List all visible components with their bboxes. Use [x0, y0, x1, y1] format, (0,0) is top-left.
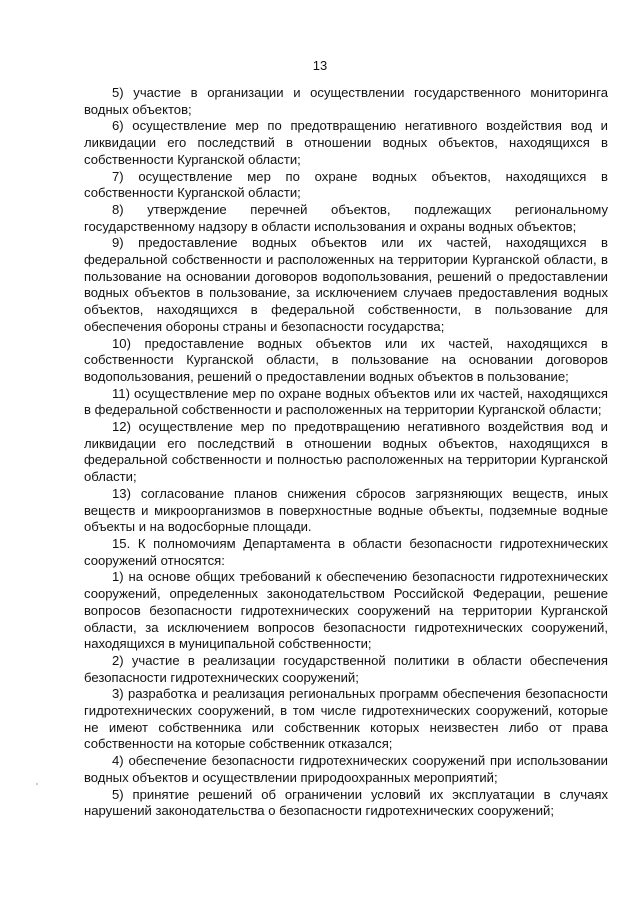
paragraph-item-5: 5) участие в организации и осуществлении государственного мониторинга водных объектов; — [84, 85, 608, 117]
paragraph-item-11: 11) осуществление мер по охране водных объектов или их частей, находящихся в федеральной собственности и расположенных на территории Курганской области; — [84, 385, 608, 418]
paragraph-15-item-3: 3) разработка и реализация региональных программ обеспечения безопасности гидротехнических сооружений, в том числе гидротехнических сооружений, которые не имеют собственника или собственник которых неизвестен либо от права собственности на которые собственник отказался; — [84, 686, 608, 752]
section-15-heading: 15. К полномочиям Департамента в области безопасности гидротехнических сооружений относятся: — [84, 535, 608, 568]
paragraph-item-8: 8) утверждение перечней объектов, подлежащих региональному государственному надзору в области использования и охраны водных объектов; — [84, 201, 608, 234]
paragraph-item-7: 7) осуществление мер по охране водных объектов, находящихся в собственности Курганской области; — [84, 168, 608, 201]
paragraph-item-9: 9) предоставление водных объектов или их частей, находящихся в федеральной собственности и расположенных на территории Курганской области, в пользование на основании договоров водопользования, решений о предоставлении водных объектов в пользование, за исключением случаев предоставления водных объектов, находящихся в федеральной собственности, в пользование для обеспечения обороны страны и безопасности государства; — [84, 235, 608, 334]
paragraph-15-item-4: 4) обеспечение безопасности гидротехнических сооружений при использовании водных объектов и осуществлении природоохранных мероприятий; — [84, 753, 608, 785]
page-number: 13 — [312, 58, 328, 73]
paragraph-item-12: 12) осуществление мер по предотвращению негативного воздействия вод и ликвидации его последствий в отношении водных объектов, находящихся в федеральной собственности и полностью расположенных на территории Курганской области; — [84, 419, 608, 485]
paragraph-15-item-5: 5) принятие решений об ограничении условий их эксплуатации в случаях нарушений законодательства о безопасности гидротехнических сооружений; — [84, 786, 608, 819]
paragraph-item-13: 13) согласование планов снижения сбросов загрязняющих веществ, иных веществ и микроорганизмов в поверхностные водные объекты, подземные водные объекты и на водосборные площади. — [84, 485, 608, 535]
paragraph-item-6: 6) осуществление мер по предотвращению негативного воздействия вод и ликвидации его последствий в отношении водных объектов, находящихся в собственности Курганской области; — [84, 118, 608, 167]
paragraph-item-10: 10) предоставление водных объектов или их частей, находящихся в собственности Курганской области, в пользование на основании договоров водопользования, решений о предоставлении водных объектов в пользование; — [84, 335, 608, 384]
paragraph-15-item-2: 2) участие в реализации государственной политики в области обеспечения безопасности гидротехнических сооружений; — [84, 652, 608, 685]
paragraph-15-item-1: 1) на основе общих требований к обеспечению безопасности гидротехнических сооружений, определенных законодательством Российской Федерации, решение вопросов безопасности гидротехнических сооружений на территории Курганской области, за исключением вопросов безопасности гидротехнических сооружений, находящихся в муниципальной собственности; — [84, 569, 608, 652]
scan-speck — [36, 783, 38, 785]
document-body — [84, 85, 608, 820]
